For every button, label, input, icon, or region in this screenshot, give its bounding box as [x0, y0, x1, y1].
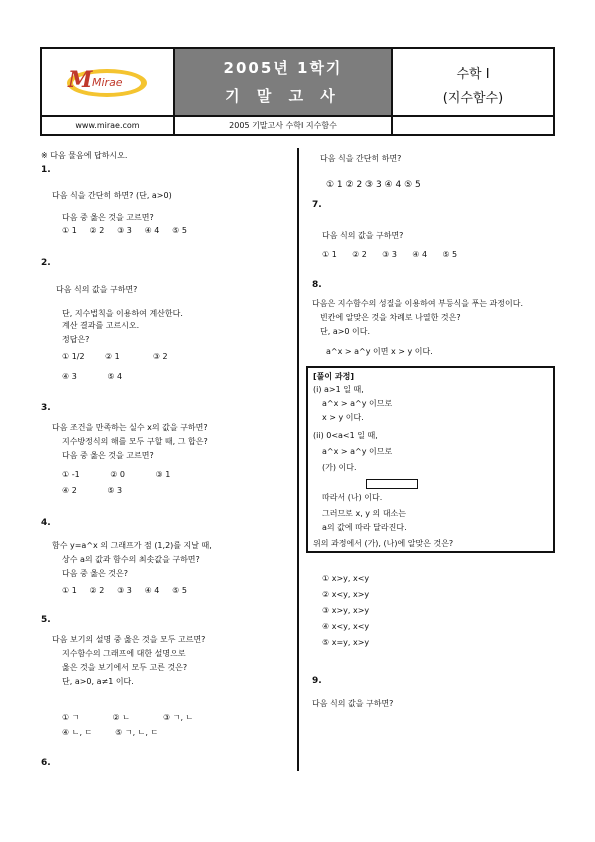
solution-line: (가) 이다. [322, 463, 357, 472]
question-text: a^x > a^y 이면 x > y 이다. [326, 347, 433, 356]
svg-text:M: M [68, 67, 93, 93]
choice-1[interactable]: ① 1 [322, 250, 337, 259]
logo-text: Mirae [92, 76, 123, 89]
choice-list [62, 712, 193, 723]
logo-cell [42, 49, 175, 115]
choice-2[interactable]: ② ㄴ [112, 713, 130, 722]
question-text: 단, a>0, a≠1 이다. [62, 677, 134, 686]
solution-line: 그러므로 x, y 의 대소는 [322, 509, 407, 518]
header-bottom-row [42, 115, 553, 134]
question-text: 함수 y=a^x 의 그래프가 점 (1,2)를 지날 때, [52, 541, 212, 550]
subject-name: 수학 I [456, 67, 490, 82]
choice-3[interactable]: ③ 2 [152, 352, 168, 361]
choice-5[interactable]: ⑤ x=y, x>y [322, 638, 370, 647]
question-number: 5. [41, 615, 51, 625]
choice-2[interactable]: ② 1 [104, 352, 120, 361]
choice-2[interactable]: ② x<y, x>y [322, 590, 370, 599]
solution-line: (i) a>1 일 때, [313, 385, 364, 394]
solution-line: a^x > a^y 이므로 [322, 399, 393, 408]
solution-line: x > y 이다. [322, 413, 364, 422]
question-text: 계산 결과를 고르시오. [62, 321, 140, 330]
choice-list [62, 372, 122, 381]
question-text: 빈칸에 알맞은 것을 차례로 나열한 것은? [320, 313, 461, 322]
question-text: 다음 식을 간단히 하면? (단, a>0) [52, 191, 172, 200]
choice-5[interactable]: ⑤ ㄱ, ㄴ, ㄷ [115, 728, 159, 737]
choice-4[interactable]: ④ 4 [144, 586, 160, 595]
choice-4[interactable]: ④ 2 [62, 486, 77, 495]
choice-4[interactable]: ④ 4 [144, 226, 160, 235]
question-text: 다음 보기의 설명 중 옳은 것을 모두 고르면? [52, 635, 206, 644]
choice-4[interactable]: ④ 3 [62, 372, 77, 381]
question-number: 4. [41, 518, 51, 528]
column-divider [297, 148, 299, 771]
choice-2[interactable]: ② 2 [89, 586, 105, 595]
choice-3[interactable]: ③ ㄱ, ㄴ [163, 713, 194, 722]
choice-3[interactable]: ③ 1 [155, 470, 171, 479]
choice-1[interactable]: ① 1 [62, 226, 77, 235]
question-text: 지수함수의 그래프에 대한 설명으로 [62, 649, 186, 658]
choice-5[interactable]: ⑤ 5 [172, 586, 187, 595]
question-number: 1. [41, 165, 51, 175]
answer-blank [366, 479, 418, 489]
question-text: 정답은? [62, 335, 90, 344]
solution-box-title: [풀이 과정] [313, 372, 355, 381]
solution-box [306, 366, 555, 553]
exam-header [40, 47, 555, 136]
question-text: 지수방정식의 해를 모두 구할 때, 그 합은? [62, 437, 208, 446]
solution-line: a의 값에 따라 달라진다. [322, 523, 407, 532]
choice-list [62, 352, 168, 361]
choice-1[interactable]: ① ㄱ [62, 713, 80, 722]
question-text: 단, a>0 이다. [320, 327, 371, 336]
question-text: 다음 식의 값을 구하면? [322, 231, 404, 240]
choice-list [62, 727, 158, 738]
question-text: 다음 중 옳은 것은? [62, 569, 128, 578]
question-text: 다음 식을 간단히 하면? [320, 154, 402, 163]
choice-5[interactable]: ⑤ 5 [442, 250, 458, 259]
question-number: 2. [41, 258, 51, 268]
solution-line: 따라서 (나) 이다. [322, 493, 383, 502]
question-text: 다음은 지수함수의 성질을 이용하여 부등식을 푸는 과정이다. [312, 299, 523, 308]
choice-1[interactable]: ① x>y, x<y [322, 574, 370, 583]
question-text: 다음 조건을 만족하는 실수 x의 값을 구하면? [52, 423, 208, 432]
solution-line: (ii) 0<a<1 일 때, [313, 431, 378, 440]
question-text: 다음 중 옳은 것을 고르면? [62, 451, 154, 460]
subject-cell [393, 49, 553, 115]
choice-2[interactable]: ② 2 [89, 226, 105, 235]
instruction-text: ※ 다음 물음에 답하시오. [41, 151, 128, 160]
choice-5[interactable]: ⑤ 3 [107, 486, 123, 495]
question-number: 6. [41, 758, 51, 768]
choice-3[interactable]: ③ x>y, x>y [322, 606, 370, 615]
question-number: 3. [41, 403, 51, 413]
choice-3[interactable]: ③ 3 [382, 250, 397, 259]
question-text: 옳은 것을 보기에서 모두 고른 것은? [62, 663, 188, 672]
choice-5[interactable]: ⑤ 4 [107, 372, 123, 381]
solution-line: a^x > a^y 이므로 [322, 447, 393, 456]
question-text: 다음 식의 값을 구하면? [312, 699, 394, 708]
choice-list: ① 1 ② 2 ③ 3 ④ 4 ⑤ 5 [326, 180, 421, 190]
header-website: www.mirae.com [42, 117, 175, 134]
exam-title: 기 말 고 사 [225, 87, 341, 105]
question-text: 다음 식의 값을 구하면? [56, 285, 138, 294]
choice-list [62, 586, 187, 595]
header-exam-info: 2005 기말고사 수학I 지수함수 [175, 117, 393, 134]
choice-5[interactable]: ⑤ 5 [172, 226, 187, 235]
choice-4[interactable]: ④ 4 [412, 250, 428, 259]
subject-detail: (지수함수) [442, 91, 504, 106]
question-text: 상수 a의 값과 함수의 최솟값을 구하면? [62, 555, 200, 564]
choice-1[interactable]: ① -1 [62, 470, 80, 479]
choice-list [322, 250, 457, 259]
logo-icon [42, 49, 171, 111]
choice-list [62, 226, 187, 235]
exam-year: 2005년 1학기 [223, 59, 343, 77]
choice-1[interactable]: ① 1/2 [62, 352, 85, 361]
question-number: 9. [312, 676, 322, 686]
question-number: 7. [312, 200, 322, 210]
choice-3[interactable]: ③ 3 [117, 586, 132, 595]
choice-1[interactable]: ① 1 [62, 586, 77, 595]
choice-3[interactable]: ③ 3 [117, 226, 132, 235]
title-cell [175, 49, 393, 115]
choice-4[interactable]: ④ x<y, x<y [322, 622, 370, 631]
question-text: 다음 중 옳은 것을 고르면? [62, 213, 154, 222]
question-text: 단, 지수법칙을 이용하여 계산한다. [62, 309, 183, 318]
choice-2[interactable]: ② 2 [352, 250, 367, 259]
choice-list [62, 470, 170, 479]
question-number: 8. [312, 280, 322, 290]
choice-4[interactable]: ④ ㄴ, ㄷ [62, 728, 93, 737]
solution-line: 위의 과정에서 (가), (나)에 알맞은 것은? [313, 539, 454, 548]
choice-2[interactable]: ② 0 [110, 470, 126, 479]
choice-list [62, 486, 122, 495]
